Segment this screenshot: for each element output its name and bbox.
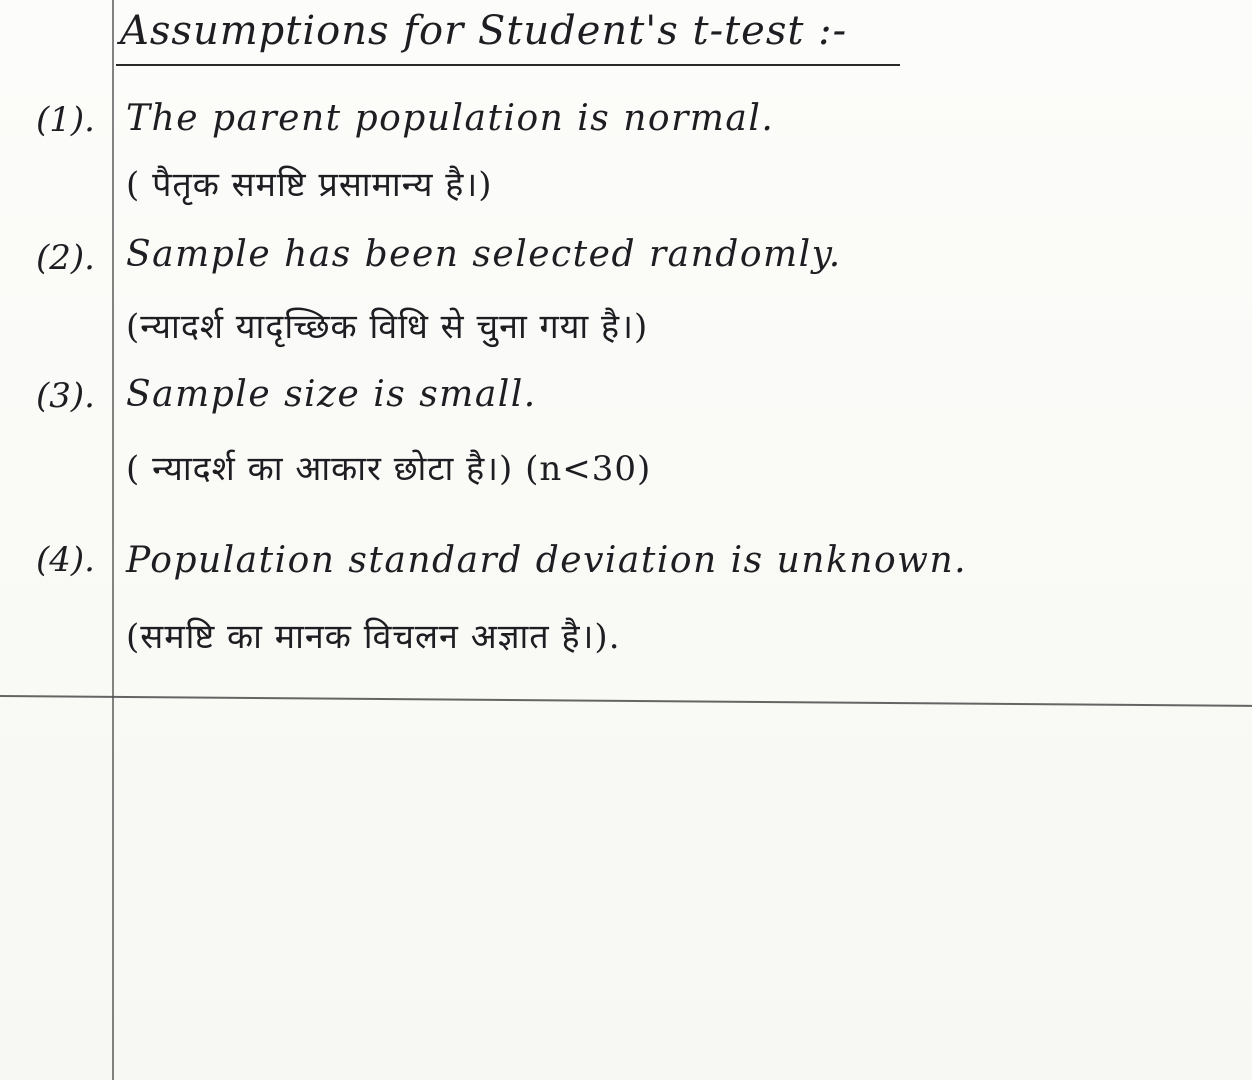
page-title: Assumptions for Student's t-test :-: [120, 8, 848, 54]
item-number: (2).: [36, 238, 95, 278]
title-underline: [116, 64, 900, 66]
item-number: (4).: [36, 540, 95, 580]
item-english-text: Sample has been selected randomly.: [126, 234, 842, 275]
item-english-text: Population standard deviation is unknown.: [126, 540, 968, 581]
item-hindi-text: (न्यादर्श यादृच्छिक विधि से चुना गया है।): [126, 307, 649, 347]
item-hindi-text: (समष्टि का मानक विचलन अज्ञात है।).: [126, 617, 621, 657]
item-number: (1).: [36, 100, 95, 140]
ruled-line: [0, 695, 1252, 707]
item-hindi-text: ( पैतृक समष्टि प्रसामान्य है।): [126, 165, 493, 205]
item-english-text: The parent population is normal.: [126, 98, 775, 139]
item-english-text: Sample size is small.: [126, 374, 537, 415]
margin-line: [112, 0, 114, 1080]
item-hindi-text: ( न्यादर्श का आकार छोटा है।) (n<30): [126, 449, 652, 489]
item-number: (3).: [36, 376, 95, 416]
